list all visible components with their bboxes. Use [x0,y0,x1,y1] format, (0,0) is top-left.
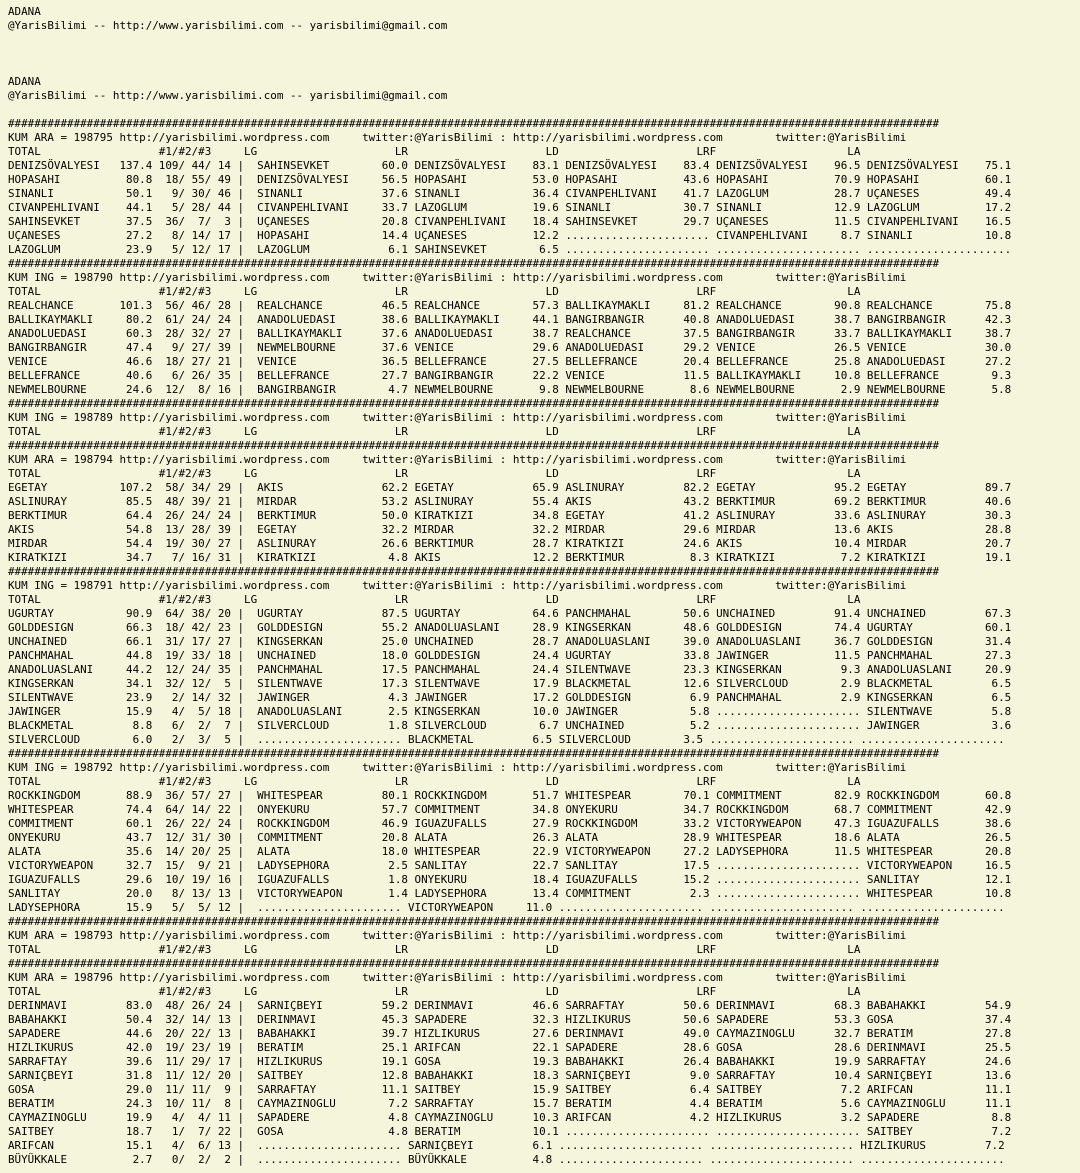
column-header: TOTAL #1/#2/#3 LG LR LD LRF LA [8,425,861,438]
table-row: CIVANPEHLIVANI 44.1 5/ 28/ 44 | CIVANPEHLIVANI 33.7 LAZOGLUM 19.6 SINANLI 30.7 SINANLI 12.9 LAZOGLUM 17.2 [8,201,1012,214]
table-row: ASLINURAY 85.5 48/ 39/ 21 | MIRDAR 53.2 ASLINURAY 55.4 AKIS 43.2 BERKTIMUR 69.2 BERKTIMUR 40.6 [8,495,1012,508]
table-row: ANADOLUASLANI 44.2 12/ 24/ 35 | PANCHMAHAL 17.5 PANCHMAHAL 24.4 SILENTWAVE 23.3 KINGSERKAN 9.3 ANADOLUASLANI 20.9 [8,663,1012,676]
text-line: ADANA [8,5,41,18]
table-row: LADYSEPHORA 15.9 5/ 5/ 12 | ...................... VICTORYWEAPON 11.0 ...................... ...................... ...................... [8,901,1005,914]
table-row: UÇANESES 27.2 8/ 14/ 17 | HOPASAHI 14.4 UÇANESES 12.2 ...................... CIVANPEHLIVANI 8.7 SINANLI 10.8 [8,229,1012,242]
table-row: BALLIKAYMAKLI 80.2 61/ 24/ 24 | ANADOLUEDASI 38.6 BALLIKAYMAKLI 44.1 BANGIRBANGIR 40.8 ANADOLUEDASI 38.7 BANGIRBANGIR 42.3 [8,313,1012,326]
race-header: KUM ARA = 198794 http://yarisbilimi.wordpress.com twitter:@YarisBilimi : http://yarisbilimi.wordpress.com twitter:@YarisBilimi [8,453,907,466]
table-row: SILVERCLOUD 6.0 2/ 3/ 5 | ...................... BLACKMETAL 6.5 SILVERCLOUD 3.5 ...................... ...................... [8,733,1005,746]
table-row: BLACKMETAL 8.8 6/ 2/ 7 | SILVERCLOUD 1.8 SILVERCLOUD 6.7 UNCHAINED 5.2 ...................... JAWINGER 3.6 [8,719,1012,732]
table-row: IGUAZUFALLS 29.6 10/ 19/ 16 | IGUAZUFALLS 1.8 ONYEKURU 18.4 IGUAZUFALLS 15.2 ...................... SANLITAY 12.1 [8,873,1012,886]
race-header: KUM ARA = 198796 http://yarisbilimi.wordpress.com twitter:@YarisBilimi : http://yarisbilimi.wordpress.com twitter:@YarisBilimi [8,971,907,984]
table-row: COMMITMENT 60.1 26/ 22/ 24 | ROCKKINGDOM 46.9 IGUAZUFALLS 27.9 ROCKKINGDOM 33.2 VICTORYWEAPON 47.3 IGUAZUFALLS 38.6 [8,817,1012,830]
table-row: SARRAFTAY 39.6 11/ 29/ 17 | HIZLIKURUS 19.1 GOSA 19.3 BABAHAKKI 26.4 BABAHAKKI 19.9 SARRAFTAY 24.6 [8,1055,1012,1068]
table-row: NEWMELBOURNE 24.6 12/ 8/ 16 | BANGIRBANGIR 4.7 NEWMELBOURNE 9.8 NEWMELBOURNE 8.6 NEWMELBOURNE 2.9 NEWMELBOURNE 5.8 [8,383,1012,396]
table-row: PANCHMAHAL 44.8 19/ 33/ 18 | UNCHAINED 18.0 GOLDDESIGN 24.4 UGURTAY 33.8 JAWINGER 11.5 PANCHMAHAL 27.3 [8,649,1012,662]
table-row: BANGIRBANGIR 47.4 9/ 27/ 39 | NEWMELBOURNE 37.6 VENICE 29.6 ANADOLUEDASI 29.2 VENICE 26.5 VENICE 30.0 [8,341,1012,354]
race-header: KUM ING = 198791 http://yarisbilimi.wordpress.com twitter:@YarisBilimi : http://yarisbilimi.wordpress.com twitter:@YarisBilimi [8,579,907,592]
race-header: KUM ARA = 198795 http://yarisbilimi.wordpress.com twitter:@YarisBilimi : http://yarisbilimi.wordpress.com twitter:@YarisBilimi [8,131,907,144]
table-row: GOLDDESIGN 66.3 18/ 42/ 23 | GOLDDESIGN 55.2 ANADOLUASLANI 28.9 KINGSERKAN 48.6 GOLDDESIGN 74.4 UGURTAY 60.1 [8,621,1012,634]
table-row: HOPASAHI 80.8 18/ 55/ 49 | DENIZSÖVALYESI 56.5 HOPASAHI 53.0 HOPASAHI 43.6 HOPASAHI 70.9 HOPASAHI 60.1 [8,173,1012,186]
text-line [8,33,1080,47]
separator-line: ############################################################################################################################################## [8,439,940,452]
race-header: KUM ING = 198790 http://yarisbilimi.wordpress.com twitter:@YarisBilimi : http://yarisbilimi.wordpress.com twitter:@YarisBilimi [8,271,907,284]
table-row: UGURTAY 90.9 64/ 38/ 20 | UGURTAY 87.5 UGURTAY 64.6 PANCHMAHAL 50.6 UNCHAINED 91.4 UNCHAINED 67.3 [8,607,1012,620]
column-header: TOTAL #1/#2/#3 LG LR LD LRF LA [8,285,861,298]
table-row: SILENTWAVE 23.9 2/ 14/ 32 | JAWINGER 4.3 JAWINGER 17.2 GOLDDESIGN 6.9 PANCHMAHAL 2.9 KINGSERKAN 6.5 [8,691,1012,704]
table-row: ALATA 35.6 14/ 20/ 25 | ALATA 18.0 WHITESPEAR 22.9 VICTORYWEAPON 27.2 LADYSEPHORA 11.5 WHITESPEAR 20.8 [8,845,1012,858]
column-header: TOTAL #1/#2/#3 LG LR LD LRF LA [8,593,861,606]
separator-line: ############################################################################################################################################## [8,257,940,270]
text-line: ADANA [8,75,41,88]
table-row: KIRATKIZI 34.7 7/ 16/ 31 | KIRATKIZI 4.8 AKIS 12.2 BERKTIMUR 8.3 KIRATKIZI 7.2 KIRATKIZI 19.1 [8,551,1012,564]
table-row: CAYMAZINOGLU 19.9 4/ 4/ 11 | SAPADERE 4.8 CAYMAZINOGLU 10.3 ARIFCAN 4.2 HIZLIKURUS 3.2 SAPADERE 8.8 [8,1111,1012,1124]
separator-line: ############################################################################################################################################## [8,117,940,130]
column-header: TOTAL #1/#2/#3 LG LR LD LRF LA [8,943,861,956]
table-row: ARIFCAN 15.1 4/ 6/ 13 | ...................... SARNIÇBEYI 6.1 ...................... ...................... HIZLIKURUS 7.2 [8,1139,1005,1152]
column-header: TOTAL #1/#2/#3 LG LR LD LRF LA [8,985,861,998]
table-row: SAPADERE 44.6 20/ 22/ 13 | BABAHAKKI 39.7 HIZLIKURUS 27.6 DERINMAVI 49.0 CAYMAZINOGLU 32.7 BERATIM 27.8 [8,1027,1012,1040]
table-row: VENICE 46.6 18/ 27/ 21 | VENICE 36.5 BELLEFRANCE 27.5 BELLEFRANCE 20.4 BELLEFRANCE 25.8 ANADOLUEDASI 27.2 [8,355,1012,368]
table-row: SAHINSEVKET 37.5 36/ 7/ 3 | UÇANESES 20.8 CIVANPEHLIVANI 18.4 SAHINSEVKET 29.7 UÇANESES 11.5 CIVANPEHLIVANI 16.5 [8,215,1012,228]
table-row: HIZLIKURUS 42.0 19/ 23/ 19 | BERATIM 25.1 ARIFCAN 22.1 SAPADERE 28.6 GOSA 28.6 DERINMAVI 25.5 [8,1041,1012,1054]
table-row: DENIZSÖVALYESI 137.4 109/ 44/ 14 | SAHINSEVKET 60.0 DENIZSÖVALYESI 83.1 DENIZSÖVALYESI 83.4 DENIZSÖVALYESI 96.5 DENIZSÖVALYESI 75.1 [8,159,1012,172]
table-row: UNCHAINED 66.1 31/ 17/ 27 | KINGSERKAN 25.0 UNCHAINED 28.7 ANADOLUASLANI 39.0 ANADOLUASLANI 36.7 GOLDDESIGN 31.4 [8,635,1012,648]
table-row: SAITBEY 18.7 1/ 7/ 22 | GOSA 4.8 BERATIM 10.1 ...................... ...................... SAITBEY 7.2 [8,1125,1012,1138]
separator-line: ############################################################################################################################################## [8,565,940,578]
table-row: VICTORYWEAPON 32.7 15/ 9/ 21 | LADYSEPHORA 2.5 SANLITAY 22.7 SANLITAY 17.5 ...................... VICTORYWEAPON 16.5 [8,859,1012,872]
table-row: BÜYÜKKALE 2.7 0/ 2/ 2 | ...................... BÜYÜKKALE 4.8 ...................... ...................... ...................... [8,1153,1005,1166]
separator-line: ############################################################################################################################################## [8,397,940,410]
race-header: KUM ING = 198789 http://yarisbilimi.wordpress.com twitter:@YarisBilimi : http://yarisbilimi.wordpress.com twitter:@YarisBilimi [8,411,907,424]
text-line [8,103,1080,117]
text-line: @YarisBilimi -- http://www.yarisbilimi.com -- yarisbilimi@gmail.com [8,89,448,102]
table-row: KINGSERKAN 34.1 32/ 12/ 5 | SILENTWAVE 17.3 SILENTWAVE 17.9 BLACKMETAL 12.6 SILVERCLOUD 2.9 BLACKMETAL 6.5 [8,677,1012,690]
table-row: SANLITAY 20.0 8/ 13/ 13 | VICTORYWEAPON 1.4 LADYSEPHORA 13.4 COMMITMENT 2.3 ...................... WHITESPEAR 10.8 [8,887,1012,900]
table-row: REALCHANCE 101.3 56/ 46/ 28 | REALCHANCE 46.5 REALCHANCE 57.3 BALLIKAYMAKLI 81.2 REALCHANCE 90.8 REALCHANCE 75.8 [8,299,1012,312]
separator-line: ############################################################################################################################################## [8,957,940,970]
text-line [8,61,1080,75]
table-row: ANADOLUEDASI 60.3 28/ 32/ 27 | BALLIKAYMAKLI 37.6 ANADOLUEDASI 38.7 REALCHANCE 37.5 BANGIRBANGIR 33.7 BALLIKAYMAKLI 38.7 [8,327,1012,340]
table-row: SARNIÇBEYI 31.8 11/ 12/ 20 | SAITBEY 12.8 BABAHAKKI 18.3 SARNIÇBEYI 9.0 SARRAFTAY 10.4 SARNIÇBEYI 13.6 [8,1069,1012,1082]
race-header: KUM ARA = 198793 http://yarisbilimi.wordpress.com twitter:@YarisBilimi : http://yarisbilimi.wordpress.com twitter:@YarisBilimi [8,929,907,942]
text-line [8,47,1080,61]
race-header: KUM ING = 198792 http://yarisbilimi.wordpress.com twitter:@YarisBilimi : http://yarisbilimi.wordpress.com twitter:@YarisBilimi [8,761,907,774]
table-row: ROCKKINGDOM 88.9 36/ 57/ 27 | WHITESPEAR 80.1 ROCKKINGDOM 51.7 WHITESPEAR 70.1 COMMITMENT 82.9 ROCKKINGDOM 60.8 [8,789,1012,802]
table-row: ONYEKURU 43.7 12/ 31/ 30 | COMMITMENT 20.8 ALATA 26.3 ALATA 28.9 WHITESPEAR 18.6 ALATA 26.5 [8,831,1012,844]
table-row: BABAHAKKI 50.4 32/ 14/ 13 | DERINMAVI 45.3 SAPADERE 32.3 HIZLIKURUS 50.6 SAPADERE 53.3 GOSA 37.4 [8,1013,1012,1026]
table-row: DERINMAVI 83.0 48/ 26/ 24 | SARNIÇBEYI 59.2 DERINMAVI 46.6 SARRAFTAY 50.6 DERINMAVI 68.3 BABAHAKKI 54.9 [8,999,1012,1012]
separator-line: ############################################################################################################################################## [8,747,940,760]
table-row: JAWINGER 15.9 4/ 5/ 18 | ANADOLUASLANI 2.5 KINGSERKAN 10.0 JAWINGER 5.8 ...................... SILENTWAVE 5.8 [8,705,1012,718]
table-row: GOSA 29.0 11/ 11/ 9 | SARRAFTAY 11.1 SAITBEY 15.9 SAITBEY 6.4 SAITBEY 7.2 ARIFCAN 11.1 [8,1083,1012,1096]
table-row: BERKTIMUR 64.4 26/ 24/ 24 | BERKTIMUR 50.0 KIRATKIZI 34.8 EGETAY 41.2 ASLINURAY 33.6 ASLINURAY 30.3 [8,509,1012,522]
table-row: BERATIM 24.3 10/ 11/ 8 | CAYMAZINOGLU 7.2 SARRAFTAY 15.7 BERATIM 4.4 BERATIM 5.6 CAYMAZINOGLU 11.1 [8,1097,1012,1110]
table-row: WHITESPEAR 74.4 64/ 14/ 22 | ONYEKURU 57.7 COMMITMENT 34.8 ONYEKURU 34.7 ROCKKINGDOM 68.7 COMMITMENT 42.9 [8,803,1012,816]
table-row: LAZOGLUM 23.9 5/ 12/ 17 | LAZOGLUM 6.1 SAHINSEVKET 6.5 ...................... ...................... ...................... [8,243,1012,256]
table-row: AKIS 54.8 13/ 28/ 39 | EGETAY 32.2 MIRDAR 32.2 MIRDAR 29.6 MIRDAR 13.6 AKIS 28.8 [8,523,1012,536]
table-row: BELLEFRANCE 40.6 6/ 26/ 35 | BELLEFRANCE 27.7 BANGIRBANGIR 22.2 VENICE 11.5 BALLIKAYMAKLI 10.8 BELLEFRANCE 9.3 [8,369,1012,382]
table-row: SINANLI 50.1 9/ 30/ 46 | SINANLI 37.6 SINANLI 36.4 CIVANPEHLIVANI 41.7 LAZOGLUM 28.7 UÇANESES 49.4 [8,187,1012,200]
column-header: TOTAL #1/#2/#3 LG LR LD LRF LA [8,467,861,480]
table-row: MIRDAR 54.4 19/ 30/ 27 | ASLINURAY 26.6 BERKTIMUR 28.7 KIRATKIZI 24.6 AKIS 10.4 MIRDAR 20.7 [8,537,1012,550]
column-header: TOTAL #1/#2/#3 LG LR LD LRF LA [8,145,861,158]
column-header: TOTAL #1/#2/#3 LG LR LD LRF LA [8,775,861,788]
text-line: @YarisBilimi -- http://www.yarisbilimi.com -- yarisbilimi@gmail.com [8,19,448,32]
separator-line: ############################################################################################################################################## [8,915,940,928]
table-row: EGETAY 107.2 58/ 34/ 29 | AKIS 62.2 EGETAY 65.9 ASLINURAY 82.2 EGETAY 95.2 EGETAY 89.7 [8,481,1012,494]
